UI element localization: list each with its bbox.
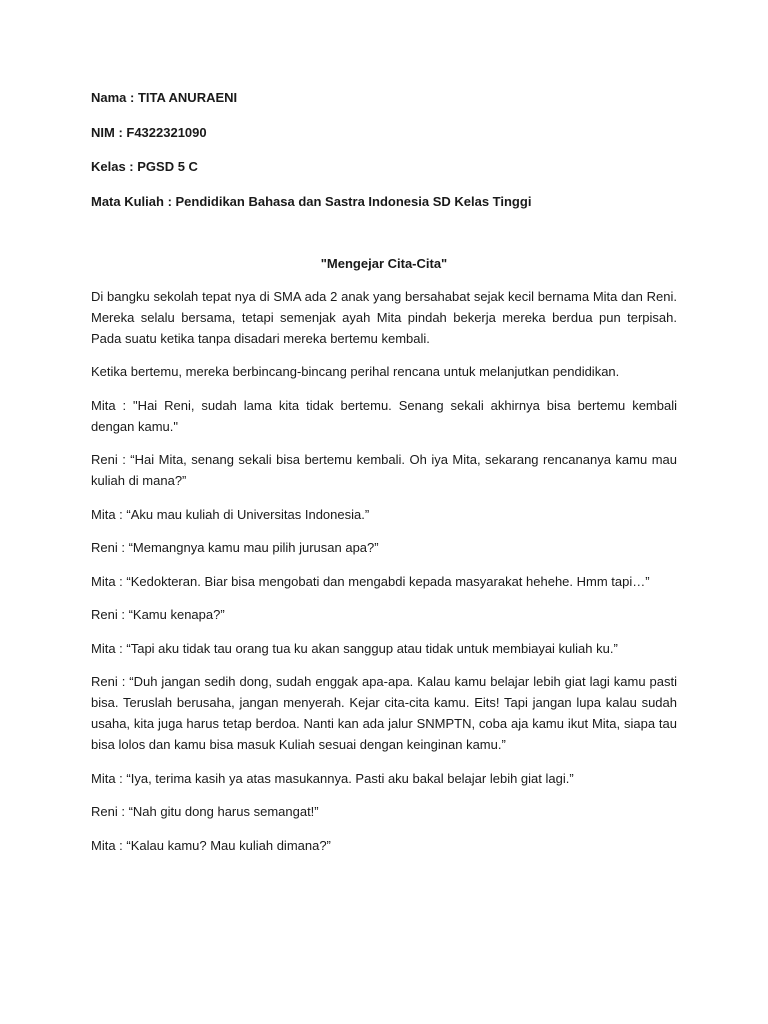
dialogue-line: Reni : “Kamu kenapa?” bbox=[91, 607, 225, 622]
dialogue-line: Mita : “Iya, terima kasih ya atas masukannya. Pasti aku bakal belajar lebih giat lagi.” bbox=[91, 770, 574, 786]
dialogue-line: Reni : “Memangnya kamu mau pilih jurusan apa?” bbox=[91, 540, 379, 555]
story-paragraph: Di bangku sekolah tepat nya di SMA ada 2 anak yang bersahabat sejak kecil bernama Mita dan Reni. Mereka selalu bersama, tetapi semenjak ayah Mita pindah bekerja mereka berdua pun terpisah. Pada suatu ketika tanpa disadari mereka bertemu kembali. bbox=[91, 288, 677, 346]
course-name: Mata Kuliah : Pendidikan Bahasa dan Sastra Indonesia SD Kelas Tinggi bbox=[91, 193, 532, 209]
dialogue-line: Reni : “Nah gitu dong harus semangat!” bbox=[91, 804, 319, 819]
student-nim: NIM : F4322321090 bbox=[91, 124, 207, 140]
dialogue-line: Mita : "Hai Reni, sudah lama kita tidak bertemu. Senang sekali akhirnya bisa bertemu kembali dengan kamu." bbox=[91, 397, 677, 434]
dialogue-line: Reni : “Duh jangan sedih dong, sudah enggak apa-apa. Kalau kamu belajar lebih giat lagi kamu pasti bisa. Teruslah berusaha, jangan menyerah. Kejar cita-cita kamu. Eits! Tapi jangan lupa kalau sudah usaha, kita juga harus tetap berdoa. Nanti kan ada jalur SNMPTN, coba aja kamu ikut Mita, siapa tau bisa lolos dan kamu bisa masuk Kuliah sesuai dengan keinginan kamu.” bbox=[91, 674, 677, 752]
story-title: "Mengejar Cita-Cita" bbox=[320, 255, 448, 271]
document-page bbox=[91, 88, 677, 868]
dialogue-line: Mita : “Kalau kamu? Mau kuliah dimana?” bbox=[91, 837, 331, 853]
dialogue-line: Mita : “Tapi aku tidak tau orang tua ku akan sanggup atau tidak untuk membiayai kuliah ku.” bbox=[91, 640, 618, 656]
student-class: Kelas : PGSD 5 C bbox=[91, 159, 198, 174]
student-name: Nama : TITA ANURAENI bbox=[91, 90, 238, 105]
dialogue-line: Reni : “Hai Mita, senang sekali bisa bertemu kembali. Oh iya Mita, sekarang rencananya kamu mau kuliah di mana?” bbox=[91, 452, 677, 488]
dialogue-line: Mita : “Aku mau kuliah di Universitas Indonesia.” bbox=[91, 506, 370, 522]
dialogue-line: Mita : “Kedokteran. Biar bisa mengobati dan mengabdi kepada masyarakat hehehe. Hmm tapi…” bbox=[91, 573, 650, 589]
story-paragraph: Ketika bertemu, mereka berbincang-bincang perihal rencana untuk melanjutkan pendidikan. bbox=[91, 364, 620, 379]
